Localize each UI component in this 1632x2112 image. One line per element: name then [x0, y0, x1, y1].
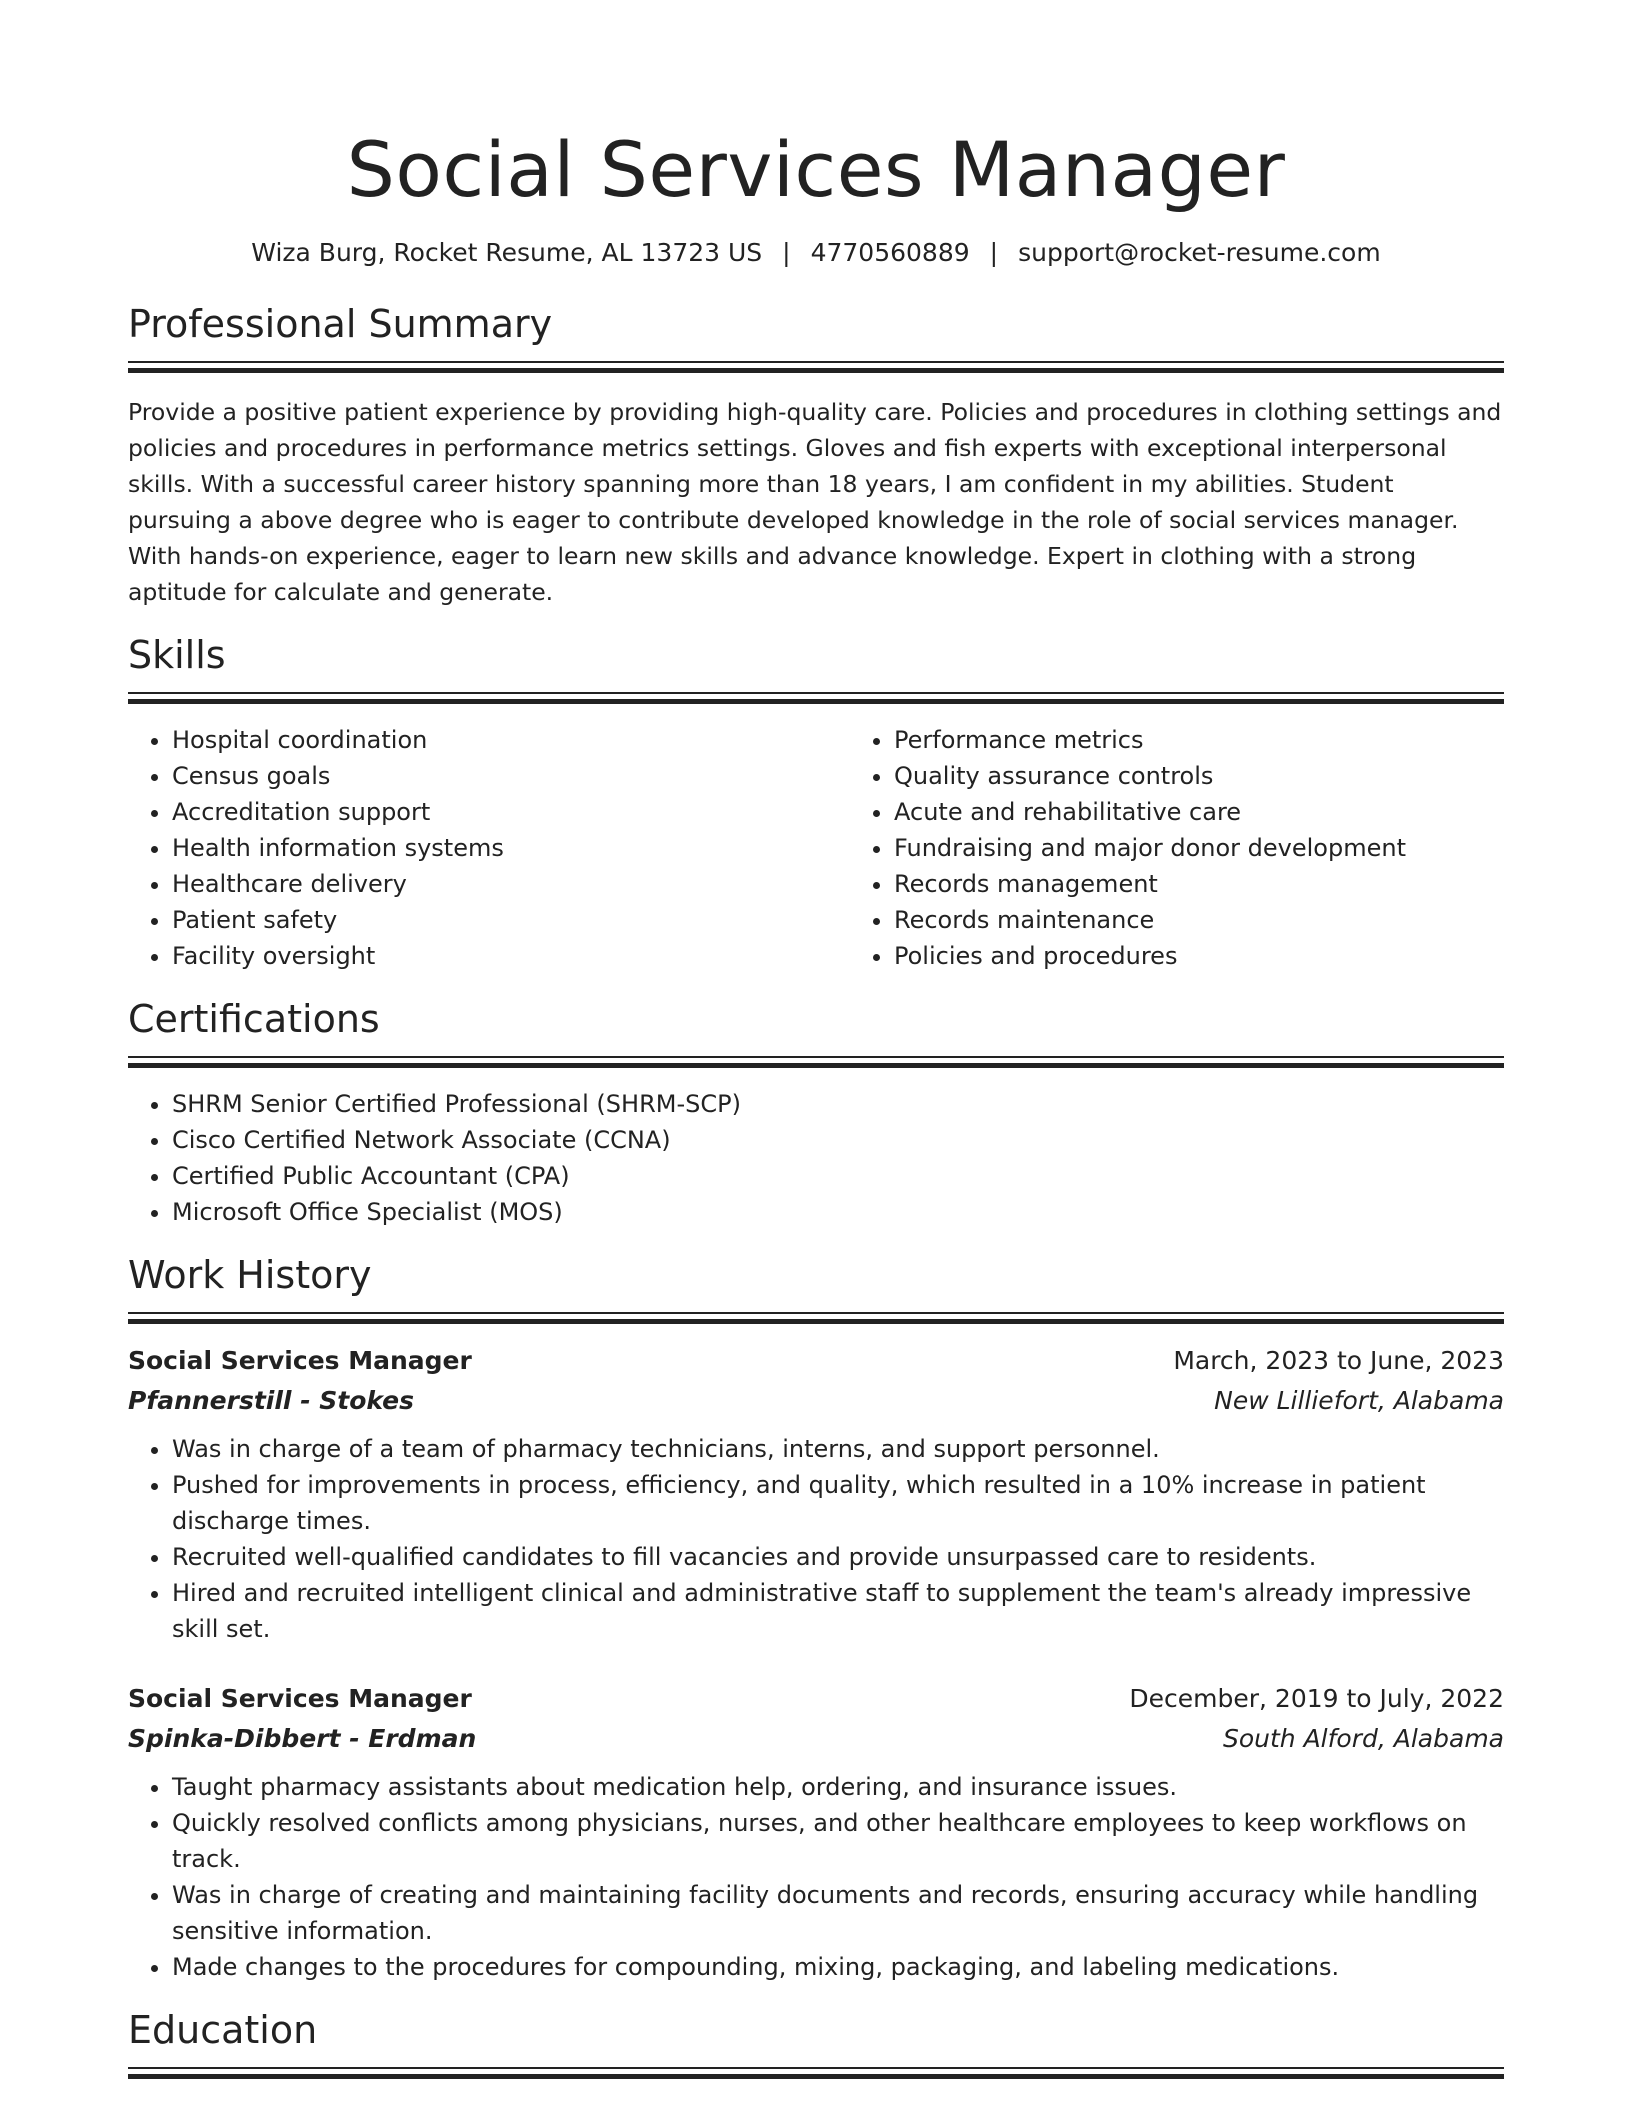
job-company-row	[128, 1381, 1504, 1421]
contact-separator: |	[989, 238, 999, 267]
contact-phone: 4770560889	[810, 238, 970, 267]
summary-text: Provide a positive patient experience by providing high-quality care. Policies and procedures in clothing settings and policies and procedures in performance metrics settings. Gloves and fish experts with exceptional interpersonal skills. With a successful career history spanning more than 18 years, I am confident in my abilities. Student pursuing a above degree who is eager to contribute developed knowledge in the role of social services manager. With hands-on experience, eager to learn new skills and advance knowledge. Expert in clothing with a strong aptitude for calculate and generate.	[128, 398, 1502, 606]
skill-item: • Accreditation support	[172, 794, 850, 830]
certifications-list	[128, 1086, 1504, 1230]
section-divider	[128, 1056, 1504, 1069]
contact-email: support@rocket-resume.com	[1018, 238, 1381, 267]
section-divider	[128, 361, 1504, 374]
job-bullet-list	[128, 1769, 1504, 1985]
work-history-section	[128, 1250, 1504, 1985]
job-bullet: • Was in charge of a team of pharmacy technicians, interns, and support personnel.	[172, 1431, 1504, 1467]
job-entry	[128, 1341, 1504, 1647]
skill-item: • Census goals	[172, 758, 850, 794]
job-dates: December, 2019 to July, 2022	[1129, 1684, 1504, 1713]
job-title: Social Services Manager	[128, 1684, 472, 1713]
job-header-row	[128, 1679, 1504, 1719]
skills-section	[128, 630, 1504, 974]
job-header-row	[128, 1341, 1504, 1381]
certification-item: • Microsoft Office Specialist (MOS)	[172, 1194, 1504, 1230]
job-company: Spinka-Dibbert - Erdman	[128, 1724, 477, 1753]
certifications-section	[128, 994, 1504, 1230]
skills-list-left	[128, 722, 850, 974]
skill-item: • Records maintenance	[894, 902, 1572, 938]
certification-item: • Certified Public Accountant (CPA)	[172, 1158, 1504, 1194]
job-company: Pfannerstill - Stokes	[128, 1386, 414, 1415]
summary-section	[128, 299, 1504, 610]
job-location: South Alford, Alabama	[1222, 1724, 1504, 1753]
certification-item: • Cisco Certified Network Associate (CCNA)	[172, 1122, 1504, 1158]
contact-address: Wiza Burg, Rocket Resume, AL 13723 US	[251, 238, 763, 267]
job-bullet: • Hired and recruited intelligent clinical and administrative staff to supplement the team's already impressive skill set.	[172, 1575, 1504, 1647]
section-divider	[128, 2067, 1504, 2080]
skill-item: • Policies and procedures	[894, 938, 1572, 974]
skill-item: • Health information systems	[172, 830, 850, 866]
skill-item: • Healthcare delivery	[172, 866, 850, 902]
job-bullet: • Taught pharmacy assistants about medication help, ordering, and insurance issues.	[172, 1769, 1504, 1805]
section-title-education: Education	[128, 2008, 318, 2052]
skill-item: • Records management	[894, 866, 1572, 902]
section-divider	[128, 1312, 1504, 1325]
section-title-summary: Professional Summary	[128, 302, 553, 346]
job-dates: March, 2023 to June, 2023	[1173, 1346, 1504, 1375]
skill-item: • Facility oversight	[172, 938, 850, 974]
skills-columns	[128, 722, 1504, 974]
job-title: Social Services Manager	[128, 1346, 472, 1375]
section-title-certifications: Certifications	[128, 997, 380, 1041]
section-divider	[128, 692, 1504, 705]
skill-item: • Fundraising and major donor development	[894, 830, 1572, 866]
job-location: New Lilliefort, Alabama	[1214, 1386, 1504, 1415]
contact-line	[128, 236, 1504, 270]
skill-item: • Quality assurance controls	[894, 758, 1572, 794]
section-title-work-history: Work History	[128, 1253, 372, 1297]
skill-item: • Patient safety	[172, 902, 850, 938]
job-bullet: • Was in charge of creating and maintaining facility documents and records, ensuring accuracy while handling sensitive information.	[172, 1877, 1504, 1949]
resume-page	[128, 0, 1504, 2080]
skill-item: • Hospital coordination	[172, 722, 850, 758]
education-section	[128, 2005, 1504, 2080]
job-bullet: • Recruited well-qualified candidates to fill vacancies and provide unsurpassed care to residents.	[172, 1539, 1504, 1575]
contact-separator: |	[782, 238, 791, 267]
skills-list-right	[850, 722, 1572, 974]
skill-item: • Performance metrics	[894, 722, 1572, 758]
skill-item: • Acute and rehabilitative care	[894, 794, 1572, 830]
job-bullet-list	[128, 1431, 1504, 1647]
resume-name: Social Services Manager	[346, 125, 1286, 214]
job-company-row	[128, 1719, 1504, 1759]
section-title-skills: Skills	[128, 633, 226, 677]
job-bullet: • Made changes to the procedures for compounding, mixing, packaging, and labeling medications.	[172, 1949, 1504, 1985]
job-bullet: • Pushed for improvements in process, efficiency, and quality, which resulted in a 10% increase in patient discharge times.	[172, 1467, 1504, 1539]
job-bullet: • Quickly resolved conflicts among physicians, nurses, and other healthcare employees to keep workflows on track.	[172, 1805, 1504, 1877]
certification-item: • SHRM Senior Certified Professional (SHRM-SCP)	[172, 1086, 1504, 1122]
job-entry	[128, 1679, 1504, 1985]
